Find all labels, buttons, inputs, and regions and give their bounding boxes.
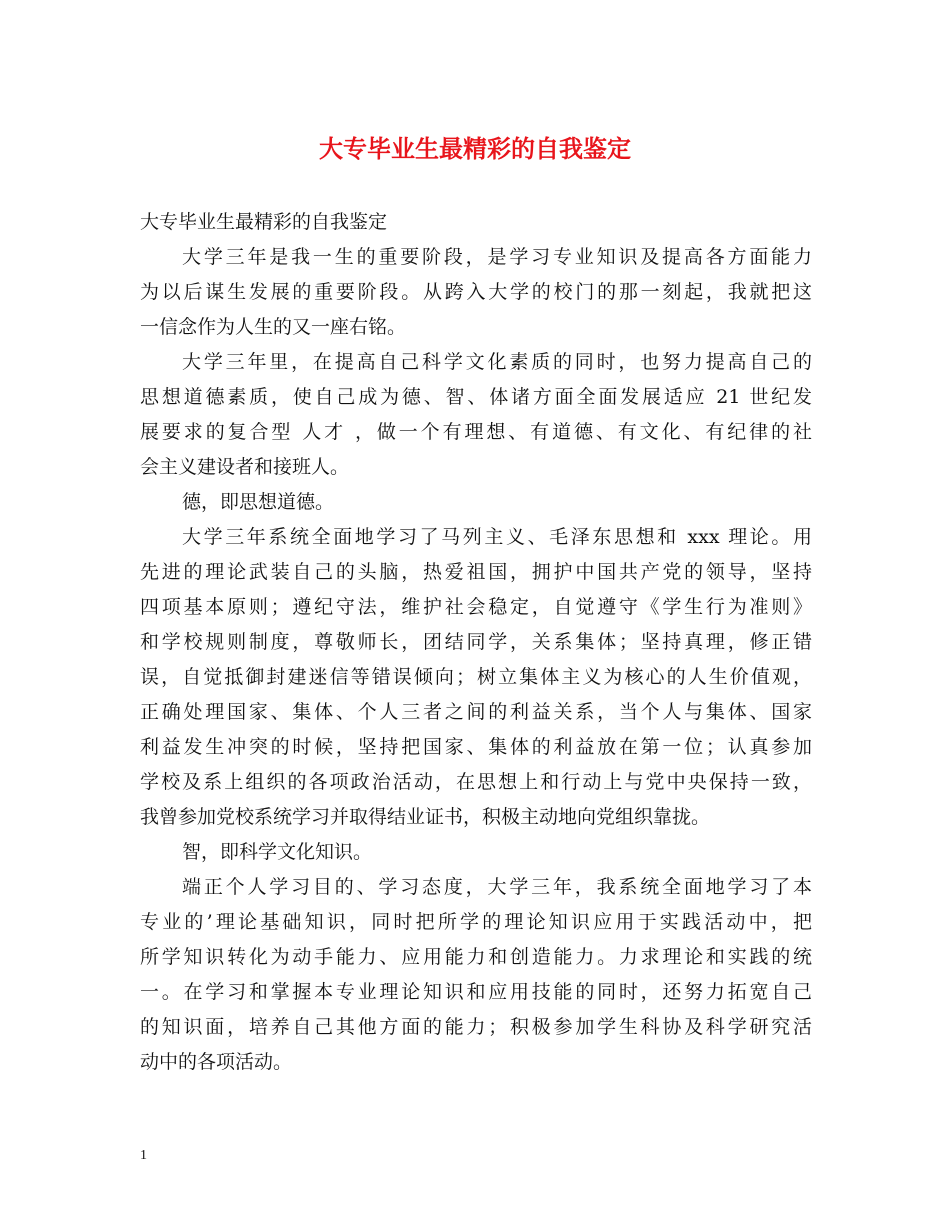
- page-number: 1: [140, 1148, 147, 1163]
- text-line: 的知识面，培养自己其他方面的能力；积极参加学生科协及科学研究活: [140, 1016, 812, 1038]
- text-line: 和学校规则制度，尊敬师长，团结同学，关系集体；坚持真理，修正错: [140, 631, 812, 653]
- text-line: 思想道德素质，使自己成为德、智、体诸方面全面发展适应 21 世纪发: [140, 386, 812, 408]
- document-title: 大专毕业生最精彩的自我鉴定: [319, 134, 631, 163]
- document-body: [140, 205, 812, 1080]
- text-line: 大学三年是我一生的重要阶段，是学习专业知识及提高各方面能力: [182, 246, 812, 268]
- text-line: 一。在学习和掌握本专业理论知识和应用技能的同时，还努力拓宽自己: [140, 981, 812, 1003]
- text-line: 所学知识转化为动手能力、应用能力和创造能力。力求理论和实践的统: [140, 946, 812, 968]
- text-line: 展要求的复合型 人才 ，做一个有理想、有道德、有文化、有纪律的社: [140, 421, 812, 443]
- text-line: 我曾参加党校系统学习并取得结业证书，积极主动地向党组织靠拢。: [140, 806, 711, 828]
- text-line: 大专毕业生最精彩的自我鉴定: [140, 211, 388, 233]
- text-line: 端正个人学习目的、学习态度，大学三年，我系统全面地学习了本: [182, 876, 812, 898]
- text-line: 一信念作为人生的又一座右铭。: [140, 316, 407, 338]
- text-line: 专业的’理论基础知识，同时把所学的理论知识应用于实践活动中，把: [140, 911, 812, 933]
- text-line: 为以后谋生发展的重要阶段。从跨入大学的校门的那一刻起，我就把这: [140, 281, 812, 303]
- text-line: 利益发生冲突的时候，坚持把国家、集体的利益放在第一位；认真参加: [140, 736, 812, 758]
- text-line: 误，自觉抵御封建迷信等错误倾向；树立集体主义为核心的人生价值观，: [140, 666, 812, 688]
- text-line: 智，即科学文化知识。: [182, 841, 373, 863]
- text-line: 先进的理论武装自己的头脑，热爱祖国，拥护中国共产党的领导，坚持: [140, 561, 812, 583]
- text-line: 大学三年系统全面地学习了马列主义、毛泽东思想和 xxx 理论。用: [182, 526, 812, 548]
- text-line: 会主义建设者和接班人。: [140, 456, 350, 478]
- text-line: 德，即思想道德。: [182, 491, 335, 513]
- text-line: 正确处理国家、集体、个人三者之间的利益关系，当个人与集体、国家: [140, 701, 812, 723]
- text-line: 动中的各项活动。: [140, 1051, 293, 1073]
- text-line: 学校及系上组织的各项政治活动，在思想上和行动上与党中央保持一致，: [140, 771, 812, 793]
- text-line: 四项基本原则；遵纪守法，维护社会稳定，自觉遵守《学生行为准则》: [140, 596, 812, 618]
- text-line: 大学三年里，在提高自己科学文化素质的同时，也努力提高自己的: [182, 351, 812, 373]
